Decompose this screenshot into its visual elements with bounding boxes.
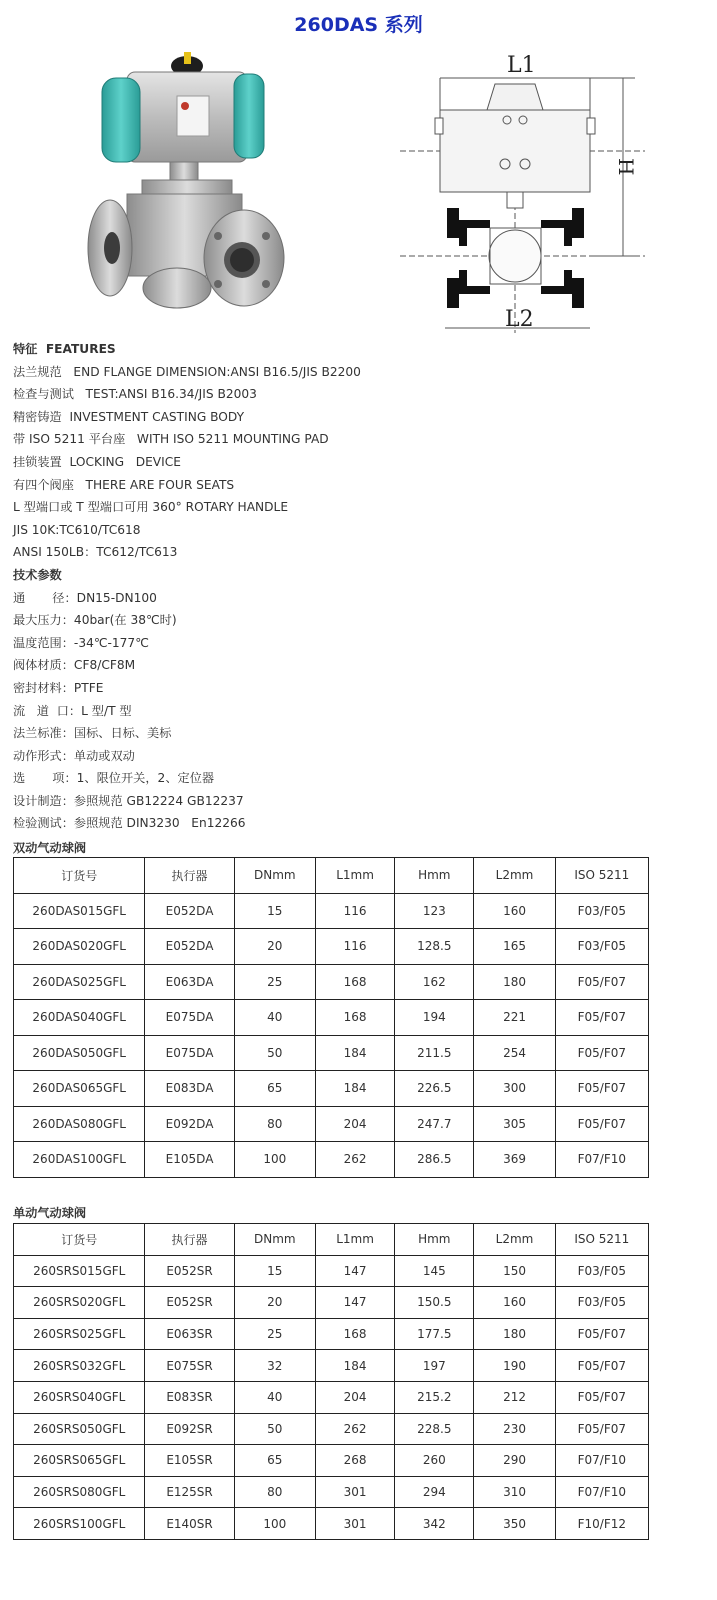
spec-line: 挂锁装置 LOCKING DEVICE (13, 454, 181, 469)
spec-line: JIS 10K:TC610/TC618 (13, 522, 141, 537)
table-cell: 342 (395, 1508, 474, 1540)
column-header: DNmm (234, 858, 315, 894)
table-cell: 260DAS040GFL (14, 1000, 145, 1036)
table-cell: 260DAS080GFL (14, 1106, 145, 1142)
table-row (14, 1476, 649, 1508)
spec-line: 阀体材质：CF8/CF8M (13, 658, 136, 673)
table-cell: 50 (234, 1035, 315, 1071)
column-header: ISO 5211 (555, 858, 648, 894)
table-cell: 145 (395, 1255, 474, 1287)
table-cell: F05/F07 (555, 1035, 648, 1071)
table-cell: 116 (315, 929, 394, 965)
table-cell: F03/F05 (555, 929, 648, 965)
table-cell: F05/F07 (555, 1071, 648, 1107)
table-cell: F03/F05 (555, 893, 648, 929)
table-cell: 369 (474, 1142, 555, 1178)
table-cell: 15 (234, 893, 315, 929)
table-cell: 40 (234, 1381, 315, 1413)
table-cell: 168 (315, 1000, 394, 1036)
column-header: ISO 5211 (555, 1224, 648, 1256)
table-row (14, 1318, 649, 1350)
table-cell: 260SRS065GFL (14, 1445, 145, 1477)
table-row (14, 929, 649, 965)
table-cell: 160 (474, 893, 555, 929)
table-row (14, 1035, 649, 1071)
page-title: 260DAS 系列 (294, 14, 423, 36)
table-cell: 260SRS015GFL (14, 1255, 145, 1287)
table-cell: E063DA (145, 964, 234, 1000)
table-cell: 194 (395, 1000, 474, 1036)
spec-line: 检验测试：参照规范 DIN3230 En12266 (13, 816, 246, 831)
spec-line: 温度范围：-34℃-177℃ (13, 635, 149, 650)
table-cell: 123 (395, 893, 474, 929)
table-cell: 260SRS100GFL (14, 1508, 145, 1540)
double-acting-title: 双动气动球阀 (13, 841, 87, 855)
table-cell: F07/F10 (555, 1445, 648, 1477)
table-row (14, 1413, 649, 1445)
table-cell: 260DAS065GFL (14, 1071, 145, 1107)
table-cell: F05/F07 (555, 964, 648, 1000)
table-cell: 262 (315, 1142, 394, 1178)
column-header: 执行器 (145, 858, 234, 894)
spec-line: 通 径：DN15-DN100 (13, 590, 157, 605)
table-cell: 177.5 (395, 1318, 474, 1350)
table-cell: F07/F10 (555, 1142, 648, 1178)
table-cell: 260DAS100GFL (14, 1142, 145, 1178)
table-cell: 168 (315, 1318, 394, 1350)
table-cell: F07/F10 (555, 1476, 648, 1508)
table-cell: 25 (234, 964, 315, 1000)
column-header: L1mm (315, 1224, 394, 1256)
table-cell: 305 (474, 1106, 555, 1142)
table-cell: 15 (234, 1255, 315, 1287)
column-header: L2mm (474, 858, 555, 894)
table-cell: 260 (395, 1445, 474, 1477)
column-header: L2mm (474, 1224, 555, 1256)
table-row (14, 1142, 649, 1178)
table-cell: 100 (234, 1508, 315, 1540)
table-cell: 80 (234, 1106, 315, 1142)
table-cell: E075DA (145, 1035, 234, 1071)
l1-label: L1 (507, 53, 536, 78)
table-cell: 221 (474, 1000, 555, 1036)
single-acting-table (13, 1223, 649, 1540)
spec-line: 检查与测试 TEST:ANSI B16.34/JIS B2003 (13, 387, 257, 402)
spec-line: 法兰标准：国标、日标、美标 (13, 726, 172, 741)
table-cell: 260DAS025GFL (14, 964, 145, 1000)
table-cell: 294 (395, 1476, 474, 1508)
table-cell: 260DAS015GFL (14, 893, 145, 929)
table-cell: 40 (234, 1000, 315, 1036)
h-label: H (614, 158, 638, 176)
table-row (14, 893, 649, 929)
table-cell: 300 (474, 1071, 555, 1107)
table-cell: 184 (315, 1350, 394, 1382)
table-cell: E063SR (145, 1318, 234, 1350)
table-cell: 204 (315, 1106, 394, 1142)
table-cell: 226.5 (395, 1071, 474, 1107)
dimension-drawing (395, 48, 645, 333)
table-cell: E052DA (145, 929, 234, 965)
table-cell: E105SR (145, 1445, 234, 1477)
spec-line: 带 ISO 5211 平台座 WITH ISO 5211 MOUNTING PAD (13, 432, 329, 447)
table-cell: E052SR (145, 1255, 234, 1287)
table-cell: F03/F05 (555, 1255, 648, 1287)
table-cell: F05/F07 (555, 1413, 648, 1445)
table-row (14, 1287, 649, 1319)
table-cell: E105DA (145, 1142, 234, 1178)
table-cell: 310 (474, 1476, 555, 1508)
spec-line: 精密铸造 INVESTMENT CASTING BODY (13, 409, 245, 424)
table-cell: 260SRS020GFL (14, 1287, 145, 1319)
table-cell: 184 (315, 1035, 394, 1071)
table-cell: 162 (395, 964, 474, 1000)
table-cell: 160 (474, 1287, 555, 1319)
table-cell: 260DAS050GFL (14, 1035, 145, 1071)
table-row (14, 1508, 649, 1540)
table-cell: F05/F07 (555, 1000, 648, 1036)
table-cell: E092DA (145, 1106, 234, 1142)
column-header: Hmm (395, 858, 474, 894)
table-cell: 168 (315, 964, 394, 1000)
table-cell: 247.7 (395, 1106, 474, 1142)
spec-line: 密封材料：PTFE (13, 680, 104, 695)
table-row (14, 1381, 649, 1413)
table-cell: 100 (234, 1142, 315, 1178)
table-row (14, 1000, 649, 1036)
table-cell: 204 (315, 1381, 394, 1413)
table-header-row (14, 858, 649, 894)
table-cell: 260DAS020GFL (14, 929, 145, 965)
table-cell: F10/F12 (555, 1508, 648, 1540)
table-cell: 211.5 (395, 1035, 474, 1071)
table-cell: 25 (234, 1318, 315, 1350)
section-heading: 技术参数 (13, 567, 62, 582)
table-cell: 262 (315, 1413, 394, 1445)
table-cell: E083DA (145, 1071, 234, 1107)
table-cell: F05/F07 (555, 1318, 648, 1350)
table-cell: 301 (315, 1476, 394, 1508)
table-cell: 260SRS050GFL (14, 1413, 145, 1445)
table-cell: 128.5 (395, 929, 474, 965)
table-cell: 230 (474, 1413, 555, 1445)
table-cell: 184 (315, 1071, 394, 1107)
double-acting-table (13, 857, 649, 1178)
table-cell: F05/F07 (555, 1106, 648, 1142)
table-cell: E052DA (145, 893, 234, 929)
table-cell: 65 (234, 1445, 315, 1477)
table-cell: 165 (474, 929, 555, 965)
table-row (14, 964, 649, 1000)
table-cell: F05/F07 (555, 1350, 648, 1382)
table-cell: 254 (474, 1035, 555, 1071)
table-cell: 190 (474, 1350, 555, 1382)
table-cell: 350 (474, 1508, 555, 1540)
spec-line: ANSI 150LB：TC612/TC613 (13, 545, 178, 560)
table-header-row (14, 1224, 649, 1256)
table-cell: E140SR (145, 1508, 234, 1540)
column-header: 订货号 (14, 858, 145, 894)
spec-line: 最大压力：40bar(在 38℃时) (13, 613, 177, 628)
table-cell: F03/F05 (555, 1287, 648, 1319)
table-cell: 228.5 (395, 1413, 474, 1445)
spec-line: 有四个阀座 THERE ARE FOUR SEATS (13, 477, 235, 492)
table-cell: 20 (234, 929, 315, 965)
valve-product-photo (82, 48, 287, 316)
l2-label: L2 (505, 307, 534, 332)
table-cell: 260SRS080GFL (14, 1476, 145, 1508)
table-cell: 80 (234, 1476, 315, 1508)
table-cell: 286.5 (395, 1142, 474, 1178)
single-acting-title: 单动气动球阀 (13, 1206, 87, 1220)
table-cell: E083SR (145, 1381, 234, 1413)
table-cell: 147 (315, 1287, 394, 1319)
table-cell: 212 (474, 1381, 555, 1413)
column-header: Hmm (395, 1224, 474, 1256)
spec-line: 设计制造：参照规范 GB12224 GB12237 (13, 793, 244, 808)
table-cell: E075DA (145, 1000, 234, 1036)
table-cell: 150 (474, 1255, 555, 1287)
section-heading: 特征 FEATURES (13, 342, 116, 356)
column-header: DNmm (234, 1224, 315, 1256)
table-cell: 116 (315, 893, 394, 929)
table-cell: 32 (234, 1350, 315, 1382)
table-cell: 260SRS040GFL (14, 1381, 145, 1413)
table-cell: E125SR (145, 1476, 234, 1508)
table-cell: 197 (395, 1350, 474, 1382)
spec-line: 流 道 口：L 型/T 型 (13, 703, 132, 718)
table-cell: 50 (234, 1413, 315, 1445)
table-cell: 290 (474, 1445, 555, 1477)
table-cell: 301 (315, 1508, 394, 1540)
table-row (14, 1106, 649, 1142)
table-cell: 180 (474, 964, 555, 1000)
table-cell: E052SR (145, 1287, 234, 1319)
table-cell: 260SRS025GFL (14, 1318, 145, 1350)
table-cell: 260SRS032GFL (14, 1350, 145, 1382)
table-cell: F05/F07 (555, 1381, 648, 1413)
table-row (14, 1350, 649, 1382)
spec-line: 动作形式：单动或双动 (13, 748, 135, 763)
table-cell: 65 (234, 1071, 315, 1107)
spec-line: 法兰规范 END FLANGE DIMENSION:ANSI B16.5/JIS B2200 (13, 364, 361, 379)
column-header: 订货号 (14, 1224, 145, 1256)
column-header: 执行器 (145, 1224, 234, 1256)
table-row (14, 1445, 649, 1477)
table-cell: 150.5 (395, 1287, 474, 1319)
column-header: L1mm (315, 858, 394, 894)
table-row (14, 1255, 649, 1287)
table-cell: 268 (315, 1445, 394, 1477)
table-cell: 215.2 (395, 1381, 474, 1413)
table-cell: 20 (234, 1287, 315, 1319)
spec-line: L 型端口或 T 型端口可用 360° ROTARY HANDLE (13, 500, 289, 515)
table-cell: 180 (474, 1318, 555, 1350)
specs-list (13, 338, 703, 835)
table-cell: E092SR (145, 1413, 234, 1445)
table-cell: 147 (315, 1255, 394, 1287)
table-row (14, 1071, 649, 1107)
spec-line: 选 项：1、限位开关，2、定位器 (13, 771, 215, 786)
table-cell: E075SR (145, 1350, 234, 1382)
